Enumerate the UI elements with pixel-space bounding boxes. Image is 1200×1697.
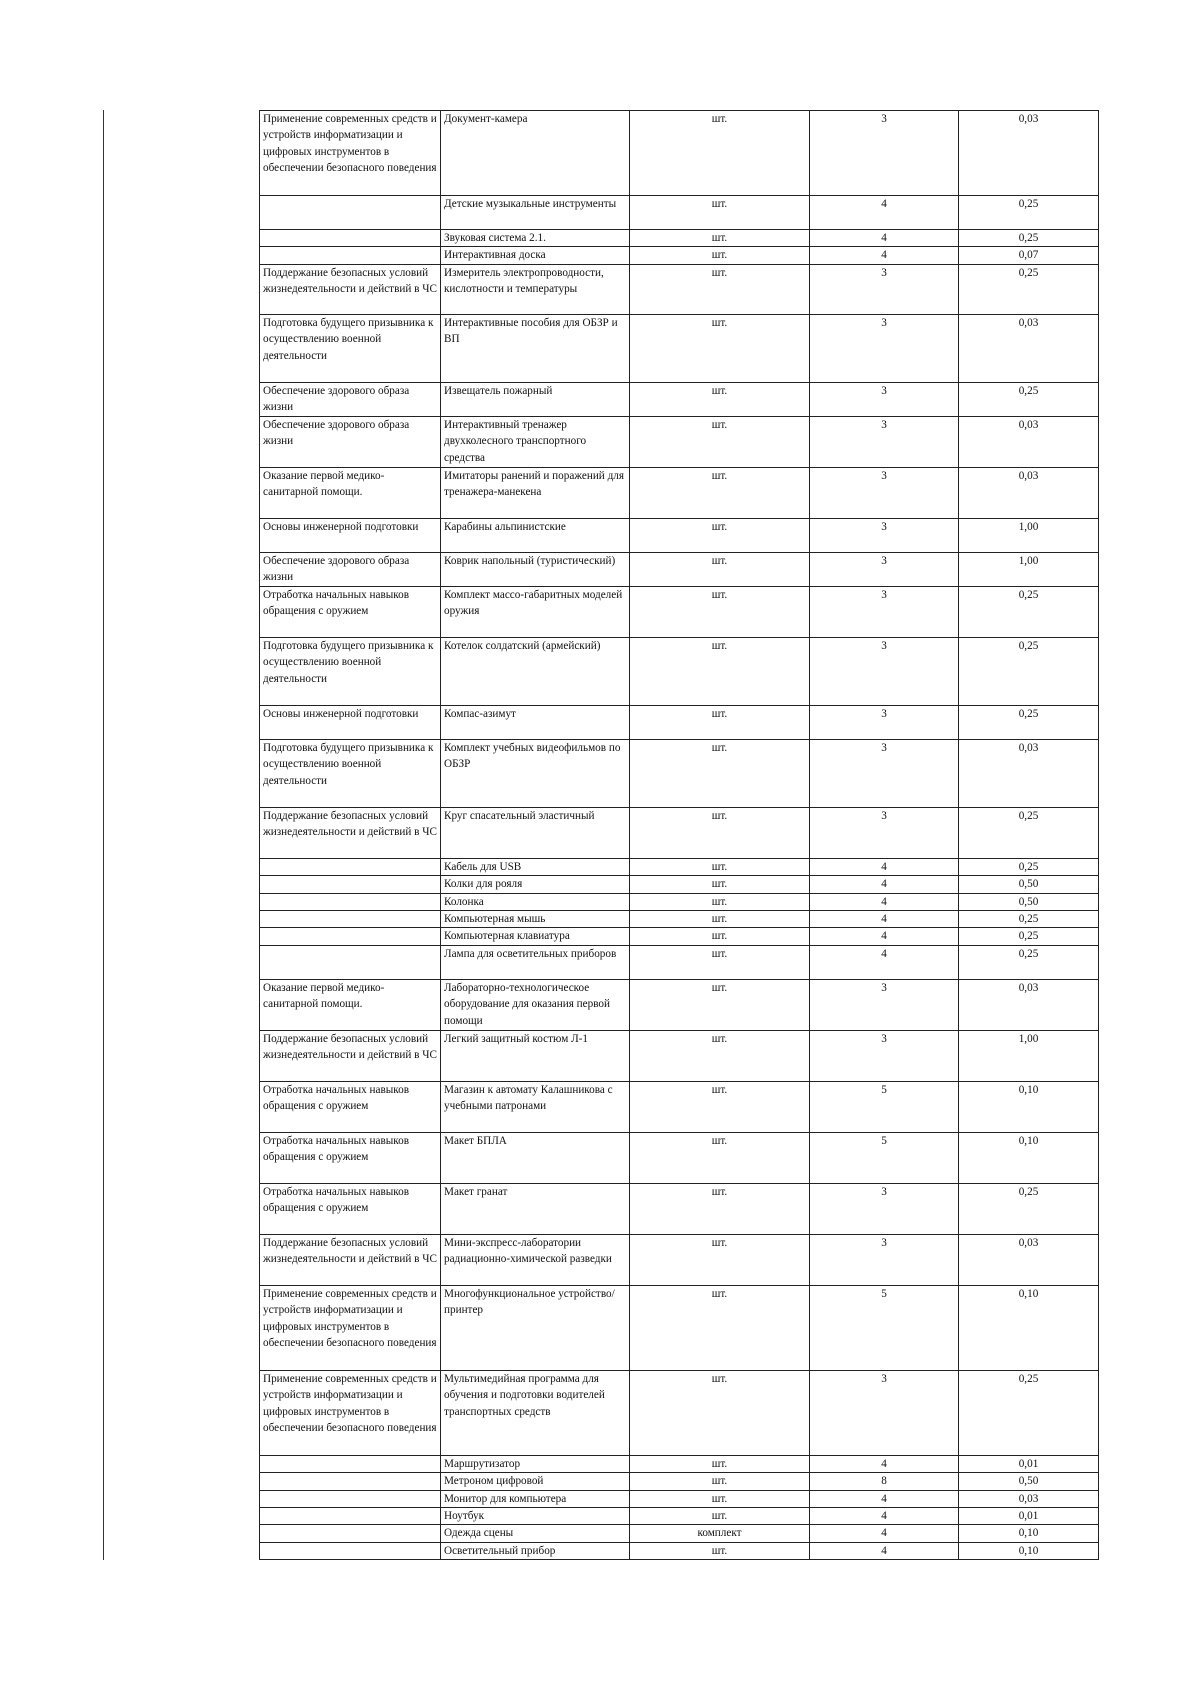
item-cell: Одежда сцены — [441, 1525, 630, 1542]
topic-cell: Оказание первой медико-санитарной помощи. — [260, 467, 441, 518]
coef-cell: 0,25 — [959, 807, 1099, 858]
unit-cell: шт. — [630, 739, 810, 807]
coef-cell: 0,25 — [959, 945, 1099, 979]
unit-cell: шт. — [630, 382, 810, 416]
unit-cell: шт. — [630, 247, 810, 264]
item-cell: Котелок солдатский (армейский) — [441, 637, 630, 705]
coef-cell: 0,25 — [959, 586, 1099, 637]
unit-cell: шт. — [630, 911, 810, 928]
coef-cell: 0,03 — [959, 467, 1099, 518]
coef-cell: 0,03 — [959, 111, 1099, 196]
qty-cell: 3 — [810, 739, 959, 807]
unit-cell: шт. — [630, 416, 810, 467]
topic-cell — [260, 945, 441, 979]
topic-cell — [260, 858, 441, 875]
table-row — [260, 1525, 1099, 1542]
topic-cell — [260, 893, 441, 910]
topic-cell: Поддержание безопасных условий жизнедеятельности и действий в ЧС — [260, 264, 441, 314]
unit-cell: шт. — [630, 1132, 810, 1183]
unit-cell: шт. — [630, 1030, 810, 1081]
unit-cell: шт. — [630, 111, 810, 196]
qty-cell: 4 — [810, 1525, 959, 1542]
qty-cell: 3 — [810, 1370, 959, 1455]
qty-cell: 5 — [810, 1132, 959, 1183]
item-cell: Колонка — [441, 893, 630, 910]
unit-cell: комплект — [630, 1525, 810, 1542]
coef-cell: 0,03 — [959, 1490, 1099, 1507]
coef-cell: 1,00 — [959, 518, 1099, 552]
table-row — [260, 1508, 1099, 1525]
coef-cell: 0,10 — [959, 1081, 1099, 1132]
table-row — [260, 979, 1099, 1030]
unit-cell: шт. — [630, 858, 810, 875]
table-row — [260, 911, 1099, 928]
topic-cell — [260, 247, 441, 264]
unit-cell: шт. — [630, 979, 810, 1030]
item-cell: Интерактивный тренажер двухколесного транспортного средства — [441, 416, 630, 467]
coef-cell: 0,10 — [959, 1132, 1099, 1183]
topic-cell — [260, 1490, 441, 1507]
table-row — [260, 230, 1099, 247]
topic-cell: Подготовка будущего призывника к осуществлению военной деятельности — [260, 739, 441, 807]
qty-cell: 3 — [810, 416, 959, 467]
qty-cell: 3 — [810, 1183, 959, 1234]
coef-cell: 0,25 — [959, 1183, 1099, 1234]
table-row — [260, 196, 1099, 230]
coef-cell: 1,00 — [959, 1030, 1099, 1081]
item-cell: Имитаторы ранений и поражений для тренажера-манекена — [441, 467, 630, 518]
item-cell: Компьютерная мышь — [441, 911, 630, 928]
table-row — [260, 247, 1099, 264]
coef-cell: 0,03 — [959, 416, 1099, 467]
table-row — [260, 807, 1099, 858]
item-cell: Детские музыкальные инструменты — [441, 196, 630, 230]
unit-cell: шт. — [630, 893, 810, 910]
qty-cell: 3 — [810, 705, 959, 739]
item-cell: Комплект учебных видеофильмов по ОБЗР — [441, 739, 630, 807]
table-row — [260, 1490, 1099, 1507]
qty-cell: 3 — [810, 1030, 959, 1081]
coef-cell: 0,25 — [959, 264, 1099, 314]
item-cell: Интерактивные пособия для ОБЗР и ВП — [441, 314, 630, 382]
coef-cell: 0,25 — [959, 196, 1099, 230]
qty-cell: 4 — [810, 1490, 959, 1507]
table-row — [260, 586, 1099, 637]
coef-cell: 1,00 — [959, 552, 1099, 586]
table-row — [260, 1370, 1099, 1455]
coef-cell: 0,50 — [959, 876, 1099, 893]
table-row — [260, 1234, 1099, 1285]
item-cell: Измеритель электропроводности, кислотности и температуры — [441, 264, 630, 314]
item-cell: Интерактивная доска — [441, 247, 630, 264]
unit-cell: шт. — [630, 705, 810, 739]
qty-cell: 4 — [810, 1455, 959, 1472]
qty-cell: 4 — [810, 196, 959, 230]
topic-cell — [260, 1508, 441, 1525]
topic-cell: Обеспечение здорового образа жизни — [260, 382, 441, 416]
qty-cell: 3 — [810, 586, 959, 637]
coef-cell: 0,03 — [959, 314, 1099, 382]
equipment-table-body — [260, 111, 1099, 1560]
topic-cell: Применение современных средств и устройств информатизации и цифровых инструментов в обеспечении безопасного поведения — [260, 1285, 441, 1370]
topic-cell: Поддержание безопасных условий жизнедеятельности и действий в ЧС — [260, 807, 441, 858]
table-row — [260, 518, 1099, 552]
qty-cell: 4 — [810, 945, 959, 979]
unit-cell: шт. — [630, 1490, 810, 1507]
coef-cell: 0,25 — [959, 928, 1099, 945]
item-cell: Магазин к автомату Калашникова с учебными патронами — [441, 1081, 630, 1132]
item-cell: Колки для рояля — [441, 876, 630, 893]
unit-cell: шт. — [630, 876, 810, 893]
unit-cell: шт. — [630, 637, 810, 705]
qty-cell: 3 — [810, 264, 959, 314]
table-row — [260, 314, 1099, 382]
topic-cell — [260, 1473, 441, 1490]
unit-cell: шт. — [630, 1234, 810, 1285]
table-row — [260, 858, 1099, 875]
coef-cell: 0,03 — [959, 1234, 1099, 1285]
unit-cell: шт. — [630, 586, 810, 637]
topic-cell: Применение современных средств и устройств информатизации и цифровых инструментов в обеспечении безопасного поведения — [260, 111, 441, 196]
topic-cell: Основы инженерной подготовки — [260, 518, 441, 552]
table-row — [260, 552, 1099, 586]
item-cell: Лабораторно-технологическое оборудование для оказания первой помощи — [441, 979, 630, 1030]
qty-cell: 4 — [810, 876, 959, 893]
qty-cell: 5 — [810, 1081, 959, 1132]
coef-cell: 0,25 — [959, 858, 1099, 875]
table-row — [260, 945, 1099, 979]
unit-cell: шт. — [630, 1183, 810, 1234]
unit-cell: шт. — [630, 1285, 810, 1370]
table-row — [260, 264, 1099, 314]
topic-cell: Подготовка будущего призывника к осуществлению военной деятельности — [260, 314, 441, 382]
unit-cell: шт. — [630, 1542, 810, 1559]
item-cell: Монитор для компьютера — [441, 1490, 630, 1507]
table-row — [260, 893, 1099, 910]
table-row — [260, 1455, 1099, 1472]
item-cell: Комплект массо-габаритных моделей оружия — [441, 586, 630, 637]
item-cell: Легкий защитный костюм Л-1 — [441, 1030, 630, 1081]
item-cell: Звуковая система 2.1. — [441, 230, 630, 247]
item-cell: Макет гранат — [441, 1183, 630, 1234]
table-row — [260, 876, 1099, 893]
topic-cell: Применение современных средств и устройств информатизации и цифровых инструментов в обеспечении безопасного поведения — [260, 1370, 441, 1455]
item-cell: Компас-азимут — [441, 705, 630, 739]
topic-cell — [260, 876, 441, 893]
coef-cell: 0,50 — [959, 893, 1099, 910]
qty-cell: 3 — [810, 382, 959, 416]
qty-cell: 3 — [810, 1234, 959, 1285]
item-cell: Круг спасательный эластичный — [441, 807, 630, 858]
qty-cell: 4 — [810, 230, 959, 247]
coef-cell: 0,01 — [959, 1455, 1099, 1472]
coef-cell: 0,25 — [959, 705, 1099, 739]
qty-cell: 3 — [810, 979, 959, 1030]
qty-cell: 3 — [810, 111, 959, 196]
table-row — [260, 1030, 1099, 1081]
table-row — [260, 739, 1099, 807]
item-cell: Мультимедийная программа для обучения и подготовки водителей транспортных средств — [441, 1370, 630, 1455]
qty-cell: 3 — [810, 314, 959, 382]
topic-cell: Поддержание безопасных условий жизнедеятельности и действий в ЧС — [260, 1030, 441, 1081]
topic-cell — [260, 1455, 441, 1472]
item-cell: Коврик напольный (туристический) — [441, 552, 630, 586]
coef-cell: 0,10 — [959, 1285, 1099, 1370]
qty-cell: 3 — [810, 637, 959, 705]
table-row — [260, 467, 1099, 518]
topic-cell — [260, 1542, 441, 1559]
unit-cell: шт. — [630, 264, 810, 314]
unit-cell: шт. — [630, 230, 810, 247]
topic-cell: Отработка начальных навыков обращения с оружием — [260, 1183, 441, 1234]
table-row — [260, 1132, 1099, 1183]
table-row — [260, 705, 1099, 739]
coef-cell: 0,25 — [959, 637, 1099, 705]
coef-cell: 0,01 — [959, 1508, 1099, 1525]
topic-cell — [260, 196, 441, 230]
page-margin-line — [103, 110, 104, 1560]
item-cell: Документ-камера — [441, 111, 630, 196]
qty-cell: 3 — [810, 552, 959, 586]
item-cell: Лампа для осветительных приборов — [441, 945, 630, 979]
table-row — [260, 1542, 1099, 1559]
topic-cell: Обеспечение здорового образа жизни — [260, 552, 441, 586]
coef-cell: 0,25 — [959, 1370, 1099, 1455]
qty-cell: 3 — [810, 807, 959, 858]
qty-cell: 4 — [810, 911, 959, 928]
unit-cell: шт. — [630, 552, 810, 586]
coef-cell: 0,25 — [959, 230, 1099, 247]
item-cell: Кабель для USB — [441, 858, 630, 875]
qty-cell: 4 — [810, 893, 959, 910]
qty-cell: 4 — [810, 858, 959, 875]
topic-cell: Основы инженерной подготовки — [260, 705, 441, 739]
qty-cell: 4 — [810, 1542, 959, 1559]
item-cell: Извещатель пожарный — [441, 382, 630, 416]
item-cell: Мини-экспресс-лаборатории радиационно-химической разведки — [441, 1234, 630, 1285]
coef-cell: 0,10 — [959, 1525, 1099, 1542]
qty-cell: 4 — [810, 247, 959, 264]
qty-cell: 4 — [810, 928, 959, 945]
topic-cell — [260, 911, 441, 928]
item-cell: Макет БПЛА — [441, 1132, 630, 1183]
table-row — [260, 416, 1099, 467]
item-cell: Осветительный прибор — [441, 1542, 630, 1559]
coef-cell: 0,10 — [959, 1542, 1099, 1559]
qty-cell: 5 — [810, 1285, 959, 1370]
item-cell: Маршрутизатор — [441, 1455, 630, 1472]
unit-cell: шт. — [630, 928, 810, 945]
qty-cell: 8 — [810, 1473, 959, 1490]
table-row — [260, 928, 1099, 945]
coef-cell: 0,07 — [959, 247, 1099, 264]
unit-cell: шт. — [630, 196, 810, 230]
coef-cell: 0,03 — [959, 979, 1099, 1030]
equipment-table — [259, 110, 1099, 1560]
coef-cell: 0,25 — [959, 911, 1099, 928]
topic-cell: Отработка начальных навыков обращения с оружием — [260, 586, 441, 637]
topic-cell: Обеспечение здорового образа жизни — [260, 416, 441, 467]
item-cell: Многофункциональное устройство/принтер — [441, 1285, 630, 1370]
table-row — [260, 1285, 1099, 1370]
table-row — [260, 1081, 1099, 1132]
item-cell: Ноутбук — [441, 1508, 630, 1525]
item-cell: Метроном цифровой — [441, 1473, 630, 1490]
item-cell: Карабины альпинистские — [441, 518, 630, 552]
unit-cell: шт. — [630, 945, 810, 979]
coef-cell: 0,50 — [959, 1473, 1099, 1490]
topic-cell: Подготовка будущего призывника к осуществлению военной деятельности — [260, 637, 441, 705]
table-row — [260, 1473, 1099, 1490]
item-cell: Компьютерная клавиатура — [441, 928, 630, 945]
topic-cell: Оказание первой медико-санитарной помощи. — [260, 979, 441, 1030]
topic-cell — [260, 1525, 441, 1542]
qty-cell: 3 — [810, 518, 959, 552]
table-row — [260, 111, 1099, 196]
unit-cell: шт. — [630, 1508, 810, 1525]
topic-cell: Отработка начальных навыков обращения с оружием — [260, 1081, 441, 1132]
table-row — [260, 1183, 1099, 1234]
qty-cell: 4 — [810, 1508, 959, 1525]
unit-cell: шт. — [630, 1455, 810, 1472]
unit-cell: шт. — [630, 467, 810, 518]
coef-cell: 0,03 — [959, 739, 1099, 807]
coef-cell: 0,25 — [959, 382, 1099, 416]
unit-cell: шт. — [630, 1473, 810, 1490]
topic-cell: Поддержание безопасных условий жизнедеятельности и действий в ЧС — [260, 1234, 441, 1285]
unit-cell: шт. — [630, 1370, 810, 1455]
unit-cell: шт. — [630, 518, 810, 552]
topic-cell — [260, 928, 441, 945]
table-row — [260, 637, 1099, 705]
topic-cell: Отработка начальных навыков обращения с оружием — [260, 1132, 441, 1183]
qty-cell: 3 — [810, 467, 959, 518]
unit-cell: шт. — [630, 1081, 810, 1132]
table-row — [260, 382, 1099, 416]
topic-cell — [260, 230, 441, 247]
unit-cell: шт. — [630, 807, 810, 858]
unit-cell: шт. — [630, 314, 810, 382]
